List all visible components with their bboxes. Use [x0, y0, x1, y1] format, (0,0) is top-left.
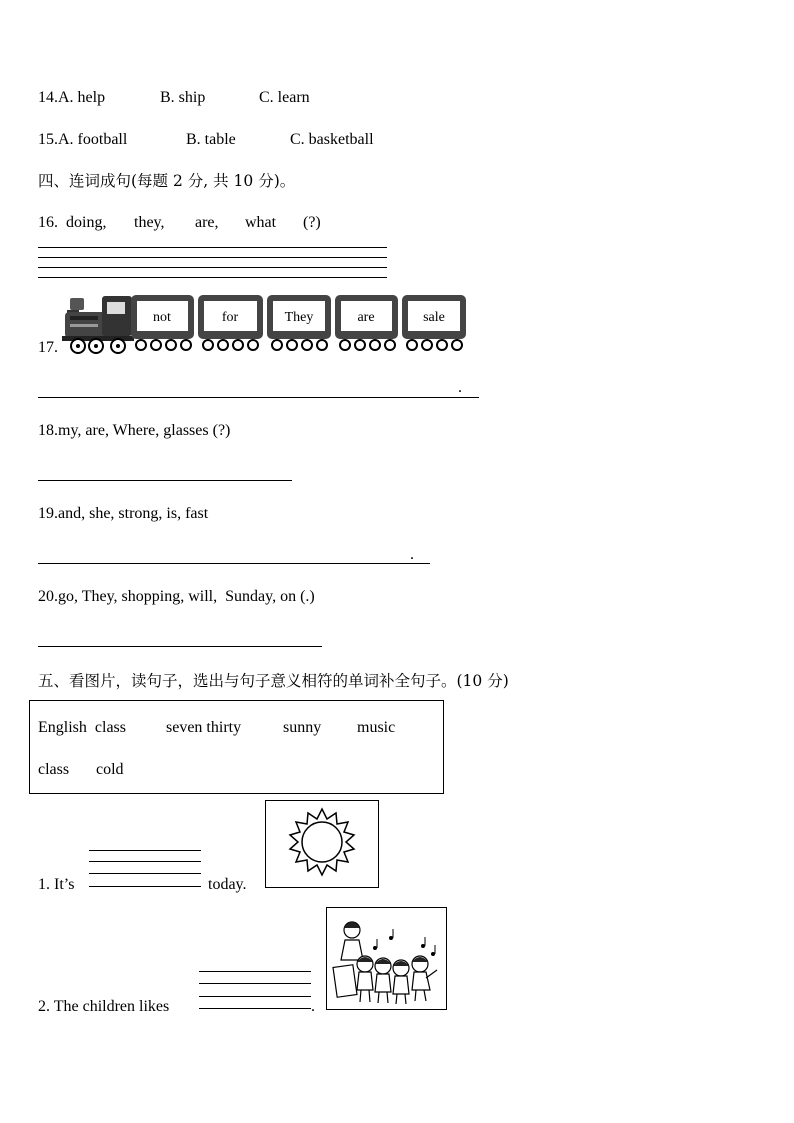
period: . [458, 379, 462, 396]
question-words: go, They, shopping, will, Sunday, on (.) [58, 588, 315, 605]
word: (?) [303, 214, 321, 231]
answer-line[interactable] [38, 257, 387, 258]
question-number: 15. [38, 131, 58, 148]
word: are, [195, 214, 219, 231]
car-word: for [221, 310, 239, 325]
question-20 [38, 587, 315, 607]
music-class-picture [326, 907, 447, 1010]
word: they, [134, 214, 165, 231]
answer-line[interactable] [38, 397, 479, 398]
word-bank-item: seven thirty [166, 719, 242, 736]
question-15 [38, 130, 127, 150]
word-bank-item: sunny [283, 719, 322, 736]
train-illustration [62, 292, 472, 356]
train-car [131, 295, 194, 350]
question-number: 14. [38, 89, 58, 106]
question-words: my, are, Where, glasses (?) [58, 422, 231, 439]
section-4-title: 四、连词成句(每题 2 分, 共 10 分)。 [38, 172, 296, 190]
sun-icon [266, 801, 378, 887]
answer-line[interactable] [38, 646, 322, 647]
sentence-1-suffix: today. [208, 876, 247, 893]
question-17-number: 17. [38, 339, 58, 356]
word-bank [29, 700, 444, 794]
car-word: not [153, 310, 171, 325]
car-word: are [357, 310, 375, 325]
car-word: sale [423, 310, 445, 325]
answer-line[interactable] [199, 996, 311, 997]
locomotive-icon [62, 296, 134, 353]
word-bank-item: class [38, 761, 70, 778]
answer-line[interactable] [38, 563, 430, 564]
period: . [410, 546, 414, 563]
question-number: 20. [38, 588, 58, 605]
answer-line[interactable] [199, 983, 311, 984]
answer-line[interactable] [89, 850, 201, 851]
sentence-1-prefix: 1. It’s [38, 876, 75, 893]
option-c: C. basketball [290, 131, 374, 148]
question-number: 19. [38, 505, 58, 522]
section-5-title: 五、看图片，读句子，选出与句子意义相符的单词补全句子。(10 分) [38, 672, 509, 690]
question-words: and, she, strong, is, fast [58, 505, 209, 522]
question-19 [38, 504, 208, 524]
sentence-2-suffix: . [311, 998, 315, 1015]
sun-picture [265, 800, 379, 888]
train-car [198, 295, 263, 350]
music-note-icon [373, 929, 435, 956]
answer-line[interactable] [89, 873, 201, 874]
answer-line[interactable] [38, 247, 387, 248]
option-a: A. football [58, 131, 128, 148]
option-c: C. learn [259, 89, 310, 106]
question-14 [38, 88, 105, 108]
answer-line[interactable] [199, 1008, 311, 1009]
train-car [402, 295, 466, 350]
word-bank-item: English class [38, 719, 126, 736]
sentence-2-prefix: 2. The children likes [38, 998, 170, 1015]
singing-children-icon [327, 908, 446, 1009]
question-number: 18. [38, 422, 58, 439]
answer-line[interactable] [89, 861, 201, 862]
answer-line[interactable] [199, 971, 311, 972]
question-18 [38, 421, 230, 441]
word-bank-item: music [357, 719, 396, 736]
train-car [267, 295, 331, 350]
answer-line[interactable] [38, 277, 387, 278]
word: what [245, 214, 277, 231]
car-word: They [284, 310, 314, 325]
question-16-number: 16. [38, 214, 58, 231]
word: doing, [66, 214, 107, 231]
answer-line[interactable] [38, 267, 387, 268]
train-car [335, 295, 398, 350]
word-bank-item: cold [96, 761, 124, 778]
option-b: B. table [186, 131, 236, 148]
option-a: A. help [58, 89, 106, 106]
answer-line[interactable] [38, 480, 292, 481]
answer-line[interactable] [89, 886, 201, 887]
option-b: B. ship [160, 89, 206, 106]
